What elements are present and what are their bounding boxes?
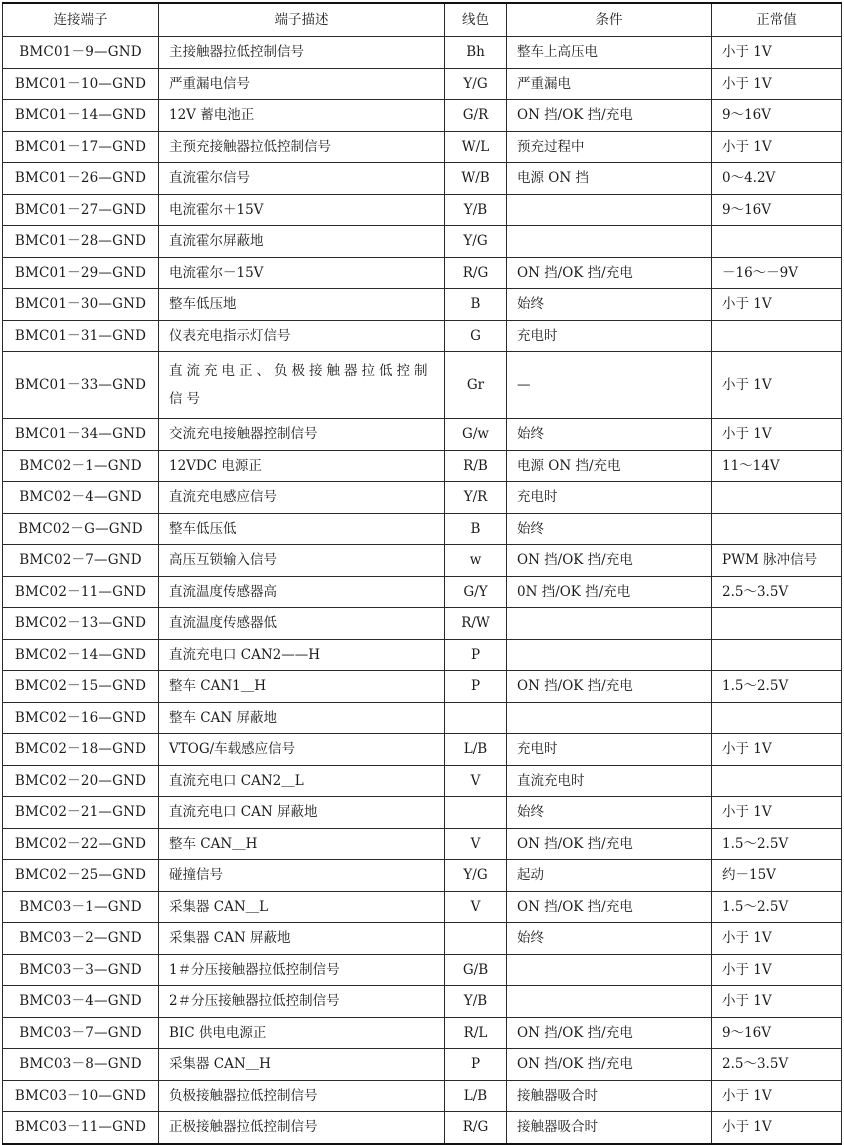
header-wire-color: 线色 xyxy=(445,3,507,37)
wire-color-cell: W/B xyxy=(445,163,507,195)
header-normal-value: 正常值 xyxy=(712,3,842,37)
table-row xyxy=(3,986,842,1018)
table-row xyxy=(3,482,842,514)
table-row xyxy=(3,1112,842,1144)
terminal-cell: BMC01－34—GND xyxy=(3,419,159,451)
terminal-cell: BMC02－7—GND xyxy=(3,545,159,577)
wire-color-cell: R/G xyxy=(445,257,507,289)
terminal-cell: BMC02－15—GND xyxy=(3,671,159,703)
wire-color-cell: P xyxy=(445,1049,507,1081)
table-row xyxy=(3,131,842,163)
terminal-cell: BMC01－14—GND xyxy=(3,100,159,132)
description-cell: 采集器 CAN 屏蔽地 xyxy=(159,923,445,955)
table-row xyxy=(3,1080,842,1112)
condition-cell: 始终 xyxy=(507,797,712,829)
description-cell: 直流霍尔信号 xyxy=(159,163,445,195)
table-row xyxy=(3,289,842,321)
normal-value-cell: －16～－9V xyxy=(712,257,842,289)
description-cell: 2＃分压接触器拉低控制信号 xyxy=(159,986,445,1018)
description-cell: 负极接触器拉低控制信号 xyxy=(159,1080,445,1112)
terminal-table xyxy=(2,2,842,1145)
condition-cell: 起动 xyxy=(507,860,712,892)
condition-cell: 始终 xyxy=(507,419,712,451)
table-row xyxy=(3,702,842,734)
normal-value-cell: 小于 1V xyxy=(712,1112,842,1144)
table-row xyxy=(3,163,842,195)
condition-cell: 接触器吸合时 xyxy=(507,1112,712,1144)
condition-cell: ON 挡/OK 挡/充电 xyxy=(507,545,712,577)
description-cell: 整车 CAN＿H xyxy=(159,828,445,860)
normal-value-cell: 11～14V xyxy=(712,450,842,482)
table-row xyxy=(3,1049,842,1081)
table-row xyxy=(3,513,842,545)
header-description: 端子描述 xyxy=(159,3,445,37)
normal-value-cell: 小于 1V xyxy=(712,954,842,986)
description-cell: 整车 CAN 屏蔽地 xyxy=(159,702,445,734)
description-cell: 整车低压地 xyxy=(159,289,445,321)
terminal-cell: BMC01－31—GND xyxy=(3,320,159,352)
condition-cell xyxy=(507,639,712,671)
table-row xyxy=(3,734,842,766)
condition-cell: ON 挡/OK 挡/充电 xyxy=(507,828,712,860)
wire-color-cell: L/B xyxy=(445,734,507,766)
description-cell: 直流霍尔屏蔽地 xyxy=(159,226,445,258)
normal-value-cell: 小于 1V xyxy=(712,797,842,829)
condition-cell: 充电时 xyxy=(507,482,712,514)
normal-value-cell xyxy=(712,765,842,797)
wire-color-cell: P xyxy=(445,671,507,703)
description-cell: 电流霍尔－15V xyxy=(159,257,445,289)
wire-color-cell: P xyxy=(445,639,507,671)
description-cell: 直流充电口 CAN2——H xyxy=(159,639,445,671)
wire-color-cell: Gr xyxy=(445,352,507,419)
normal-value-cell xyxy=(712,702,842,734)
table-row xyxy=(3,37,842,69)
description-cell: 主接触器拉低控制信号 xyxy=(159,37,445,69)
wire-color-cell: Y/B xyxy=(445,194,507,226)
table-row xyxy=(3,352,842,419)
description-cell: 碰撞信号 xyxy=(159,860,445,892)
table-row xyxy=(3,450,842,482)
normal-value-cell: 小于 1V xyxy=(712,131,842,163)
wire-color-cell xyxy=(445,923,507,955)
condition-cell: 电源 ON 挡/充电 xyxy=(507,450,712,482)
wire-color-cell xyxy=(445,702,507,734)
description-cell: 直流充电口 CAN2＿L xyxy=(159,765,445,797)
wire-color-cell: V xyxy=(445,828,507,860)
table-row xyxy=(3,828,842,860)
description-cell: 采集器 CAN＿H xyxy=(159,1049,445,1081)
normal-value-cell xyxy=(712,482,842,514)
table-row xyxy=(3,860,842,892)
terminal-cell: BMC01－9—GND xyxy=(3,37,159,69)
terminal-cell: BMC01－28—GND xyxy=(3,226,159,258)
terminal-cell: BMC01－27—GND xyxy=(3,194,159,226)
normal-value-cell: 9～16V xyxy=(712,194,842,226)
condition-cell xyxy=(507,986,712,1018)
normal-value-cell: 小于 1V xyxy=(712,68,842,100)
header-terminal: 连接端子 xyxy=(3,3,159,37)
condition-cell xyxy=(507,194,712,226)
terminal-cell: BMC01－29—GND xyxy=(3,257,159,289)
description-cell: 主预充接触器拉低控制信号 xyxy=(159,131,445,163)
terminal-cell: BMC02－11—GND xyxy=(3,576,159,608)
description-cell: 严重漏电信号 xyxy=(159,68,445,100)
condition-cell: 充电时 xyxy=(507,734,712,766)
normal-value-cell: 2.5～3.5V xyxy=(712,1049,842,1081)
condition-cell: ON 挡/OK 挡/充电 xyxy=(507,1049,712,1081)
normal-value-cell: 小于 1V xyxy=(712,352,842,419)
wire-color-cell: Y/G xyxy=(445,860,507,892)
wire-color-cell: W/L xyxy=(445,131,507,163)
normal-value-cell xyxy=(712,639,842,671)
terminal-cell: BMC03－8—GND xyxy=(3,1049,159,1081)
table-row xyxy=(3,765,842,797)
description-cell: 正极接触器拉低控制信号 xyxy=(159,1112,445,1144)
normal-value-cell: 9～16V xyxy=(712,1017,842,1049)
description-cell: 直流温度传感器高 xyxy=(159,576,445,608)
condition-cell xyxy=(507,226,712,258)
description-cell: 高压互锁输入信号 xyxy=(159,545,445,577)
description-cell: 电流霍尔＋15V xyxy=(159,194,445,226)
table-row xyxy=(3,891,842,923)
normal-value-cell xyxy=(712,226,842,258)
wire-color-cell: V xyxy=(445,891,507,923)
terminal-cell: BMC02－16—GND xyxy=(3,702,159,734)
description-cell: 直流温度传感器低 xyxy=(159,608,445,640)
description-cell: 直流充电口 CAN 屏蔽地 xyxy=(159,797,445,829)
table-row xyxy=(3,797,842,829)
wire-color-cell: Y/B xyxy=(445,986,507,1018)
description-cell: VTOG/车载感应信号 xyxy=(159,734,445,766)
terminal-cell: BMC01－10—GND xyxy=(3,68,159,100)
table-row xyxy=(3,257,842,289)
wire-color-cell: B xyxy=(445,289,507,321)
description-cell: 仪表充电指示灯信号 xyxy=(159,320,445,352)
normal-value-cell: 小于 1V xyxy=(712,37,842,69)
description-cell: BIC 供电电源正 xyxy=(159,1017,445,1049)
wire-color-cell: Y/G xyxy=(445,68,507,100)
condition-cell: 电源 ON 挡 xyxy=(507,163,712,195)
terminal-cell: BMC02－4—GND xyxy=(3,482,159,514)
normal-value-cell: 2.5～3.5V xyxy=(712,576,842,608)
condition-cell: — xyxy=(507,352,712,419)
description-cell: 交流充电接触器控制信号 xyxy=(159,419,445,451)
table-row xyxy=(3,100,842,132)
table-row xyxy=(3,639,842,671)
terminal-cell: BMC03－4—GND xyxy=(3,986,159,1018)
table-row xyxy=(3,954,842,986)
description-cell: 整车 CAN1＿H xyxy=(159,671,445,703)
condition-cell xyxy=(507,608,712,640)
terminal-cell: BMC03－11—GND xyxy=(3,1112,159,1144)
table-row xyxy=(3,608,842,640)
terminal-cell: BMC01－17—GND xyxy=(3,131,159,163)
table-row xyxy=(3,320,842,352)
condition-cell: 接触器吸合时 xyxy=(507,1080,712,1112)
description-cell: 直流充电感应信号 xyxy=(159,482,445,514)
wire-color-cell: V xyxy=(445,765,507,797)
table-row xyxy=(3,671,842,703)
terminal-cell: BMC03－2—GND xyxy=(3,923,159,955)
terminal-cell: BMC03－7—GND xyxy=(3,1017,159,1049)
description-cell: 12VDC 电源正 xyxy=(159,450,445,482)
condition-cell: 预充过程中 xyxy=(507,131,712,163)
table-row xyxy=(3,68,842,100)
wire-color-cell: B xyxy=(445,513,507,545)
table-body xyxy=(3,37,842,1144)
normal-value-cell: 1.5～2.5V xyxy=(712,828,842,860)
wire-color-cell: R/G xyxy=(445,1112,507,1144)
terminal-cell: BMC01－33—GND xyxy=(3,352,159,419)
terminal-cell: BMC01－30—GND xyxy=(3,289,159,321)
table-row xyxy=(3,545,842,577)
normal-value-cell: 小于 1V xyxy=(712,289,842,321)
condition-cell: ON 挡/OK 挡/充电 xyxy=(507,1017,712,1049)
terminal-cell: BMC03－10—GND xyxy=(3,1080,159,1112)
table-header-row xyxy=(3,3,842,37)
normal-value-cell: PWM 脉冲信号 xyxy=(712,545,842,577)
normal-value-cell: 1.5～2.5V xyxy=(712,891,842,923)
condition-cell: 充电时 xyxy=(507,320,712,352)
normal-value-cell: 9～16V xyxy=(712,100,842,132)
table-row xyxy=(3,419,842,451)
normal-value-cell xyxy=(712,608,842,640)
wire-color-cell: Y/G xyxy=(445,226,507,258)
wire-color-cell: G xyxy=(445,320,507,352)
terminal-cell: BMC02－25—GND xyxy=(3,860,159,892)
wire-color-cell: G/R xyxy=(445,100,507,132)
condition-cell: ON 挡/OK 挡/充电 xyxy=(507,100,712,132)
condition-cell: 始终 xyxy=(507,289,712,321)
condition-cell: ON 挡/OK 挡/充电 xyxy=(507,671,712,703)
wire-color-cell: Y/R xyxy=(445,482,507,514)
normal-value-cell: 1.5～2.5V xyxy=(712,671,842,703)
condition-cell: 始终 xyxy=(507,923,712,955)
terminal-cell: BMC02－21—GND xyxy=(3,797,159,829)
condition-cell xyxy=(507,702,712,734)
description-cell: 12V 蓄电池正 xyxy=(159,100,445,132)
normal-value-cell: 小于 1V xyxy=(712,986,842,1018)
description-cell: 1＃分压接触器拉低控制信号 xyxy=(159,954,445,986)
terminal-cell: BMC02－13—GND xyxy=(3,608,159,640)
table-row xyxy=(3,576,842,608)
wire-color-cell: G/B xyxy=(445,954,507,986)
description-cell: 直流充电正、负极接触器拉低控制信号 xyxy=(159,352,445,419)
table-row xyxy=(3,226,842,258)
terminal-cell: BMC02－G—GND xyxy=(3,513,159,545)
normal-value-cell: 0～4.2V xyxy=(712,163,842,195)
normal-value-cell: 小于 1V xyxy=(712,923,842,955)
condition-cell: ON 挡/OK 挡/充电 xyxy=(507,891,712,923)
normal-value-cell: 小于 1V xyxy=(712,419,842,451)
normal-value-cell: 约－15V xyxy=(712,860,842,892)
normal-value-cell xyxy=(712,320,842,352)
table-row xyxy=(3,1017,842,1049)
wire-color-cell: R/L xyxy=(445,1017,507,1049)
wire-color-cell: R/B xyxy=(445,450,507,482)
condition-cell: 0N 挡/OK 挡/充电 xyxy=(507,576,712,608)
condition-cell: 严重漏电 xyxy=(507,68,712,100)
header-condition: 条件 xyxy=(507,3,712,37)
normal-value-cell xyxy=(712,513,842,545)
wire-color-cell: G/Y xyxy=(445,576,507,608)
terminal-cell: BMC02－1—GND xyxy=(3,450,159,482)
terminal-cell: BMC02－14—GND xyxy=(3,639,159,671)
wire-color-cell: Bh xyxy=(445,37,507,69)
terminal-cell: BMC02－20—GND xyxy=(3,765,159,797)
table-row xyxy=(3,923,842,955)
terminal-cell: BMC03－3—GND xyxy=(3,954,159,986)
normal-value-cell: 小于 1V xyxy=(712,1080,842,1112)
condition-cell: 整车上高压电 xyxy=(507,37,712,69)
terminal-cell: BMC02－22—GND xyxy=(3,828,159,860)
wire-color-cell: w xyxy=(445,545,507,577)
terminal-cell: BMC01－26—GND xyxy=(3,163,159,195)
description-cell: 整车低压低 xyxy=(159,513,445,545)
wire-color-cell: G/w xyxy=(445,419,507,451)
terminal-cell: BMC03－1—GND xyxy=(3,891,159,923)
normal-value-cell: 小于 1V xyxy=(712,734,842,766)
condition-cell xyxy=(507,954,712,986)
table-row xyxy=(3,194,842,226)
terminal-cell: BMC02－18—GND xyxy=(3,734,159,766)
condition-cell: 始终 xyxy=(507,513,712,545)
condition-cell: 直流充电时 xyxy=(507,765,712,797)
condition-cell: ON 挡/OK 挡/充电 xyxy=(507,257,712,289)
description-cell: 采集器 CAN＿L xyxy=(159,891,445,923)
wire-color-cell xyxy=(445,797,507,829)
wire-color-cell: L/B xyxy=(445,1080,507,1112)
wire-color-cell: R/W xyxy=(445,608,507,640)
